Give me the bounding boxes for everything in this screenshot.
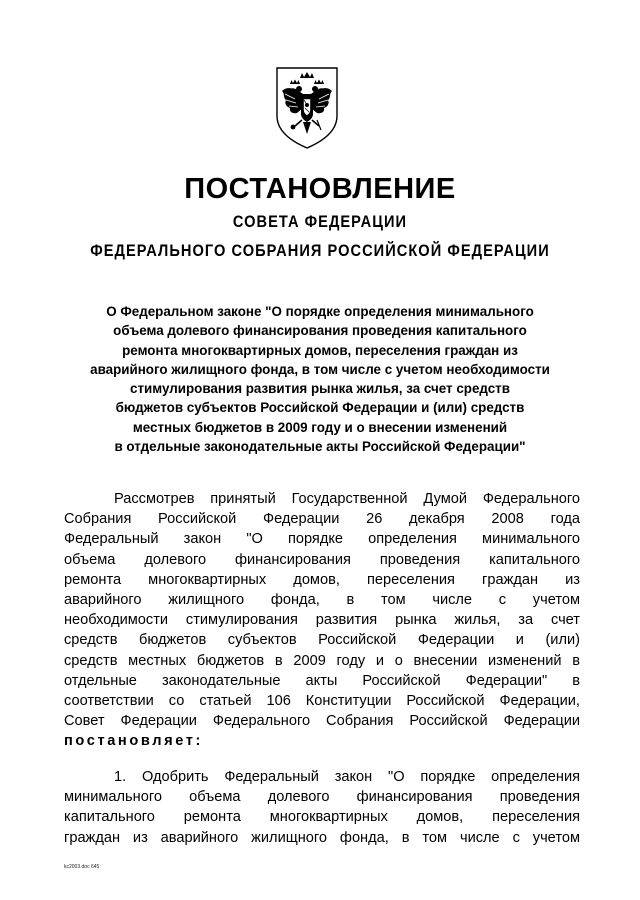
paragraph-line: Совет Федерации Федерального Собрания Российской Федерации: [64, 713, 580, 730]
item-1-paragraph: [64, 767, 580, 848]
decree-word: постановляет:: [64, 733, 203, 750]
document-title: ПОСТАНОВЛЕНИЕ: [184, 173, 456, 205]
document-subject: [60, 302, 580, 456]
subject-line: бюджетов субъектов Российской Федерации и (или) средств: [115, 400, 525, 416]
subject-line: стимулирования развития рынка жилья, за счет средств: [130, 381, 510, 397]
paragraph-line: соответствии со статьей 106 Конституции Российской Федерации,: [64, 692, 580, 709]
subject-line: объема долевого финансирования проведения капитального: [113, 323, 527, 339]
document-code: kc2003.doc 645: [64, 864, 100, 870]
paragraph-line: Федеральный закон "О порядке определения минимального: [64, 531, 580, 548]
subject-line: О Федеральном законе "О порядке определения минимального: [106, 304, 534, 319]
paragraph-line: Собрания Российской Федерации 26 декабря 2008 года: [64, 511, 580, 528]
issuer-line-2: ФЕДЕРАЛЬНОГО СОБРАНИЯ РОССИЙСКОЙ ФЕДЕРАЦИИ: [90, 241, 550, 260]
subject-line: в отдельные законодательные акты Российской Федерации": [114, 439, 526, 455]
paragraph-line: средств местных бюджетов в 2009 году и о внесении изменений в: [64, 652, 580, 669]
issuer-line-1: СОВЕТА ФЕДЕРАЦИИ: [232, 212, 408, 231]
paragraph-line: граждан из аварийного жилищного фонда, в том числе с учетом: [64, 829, 580, 846]
paragraph-line: необходимости стимулирования развития рынка жилья, за счет: [64, 612, 580, 629]
subject-line: ремонта многоквартирных домов, переселения граждан из: [122, 342, 518, 358]
paragraph-line: 1. Одобрить Федеральный закон "О порядке определения: [114, 769, 580, 785]
paragraph-line: ремонта многоквартирных домов, переселения граждан из: [64, 571, 580, 588]
paragraph-line: Рассмотрев принятый Государственной Думой Федерального: [114, 491, 580, 507]
subject-line: аварийного жилищного фонда, в том числе с учетом необходимости: [90, 361, 550, 377]
paragraph-line: минимального объема долевого финансирования проведения: [64, 789, 580, 806]
paragraph-line: отдельные законодательные акты Российской Федерации" в: [64, 672, 580, 689]
paragraph-line: капитального ремонта многоквартирных домов, переселения: [64, 809, 580, 826]
russian-coat-of-arms-icon: [273, 64, 341, 150]
preamble-paragraph: [64, 489, 580, 751]
paragraph-line: средств бюджетов субъектов Российской Федерации и (или): [64, 632, 580, 649]
paragraph-line: аварийного жилищного фонда, в том числе с учетом: [64, 591, 580, 608]
paragraph-line: объема долевого финансирования проведения капитального: [64, 551, 580, 568]
subject-line: местных бюджетов в 2009 году и о внесении изменений: [132, 419, 508, 435]
